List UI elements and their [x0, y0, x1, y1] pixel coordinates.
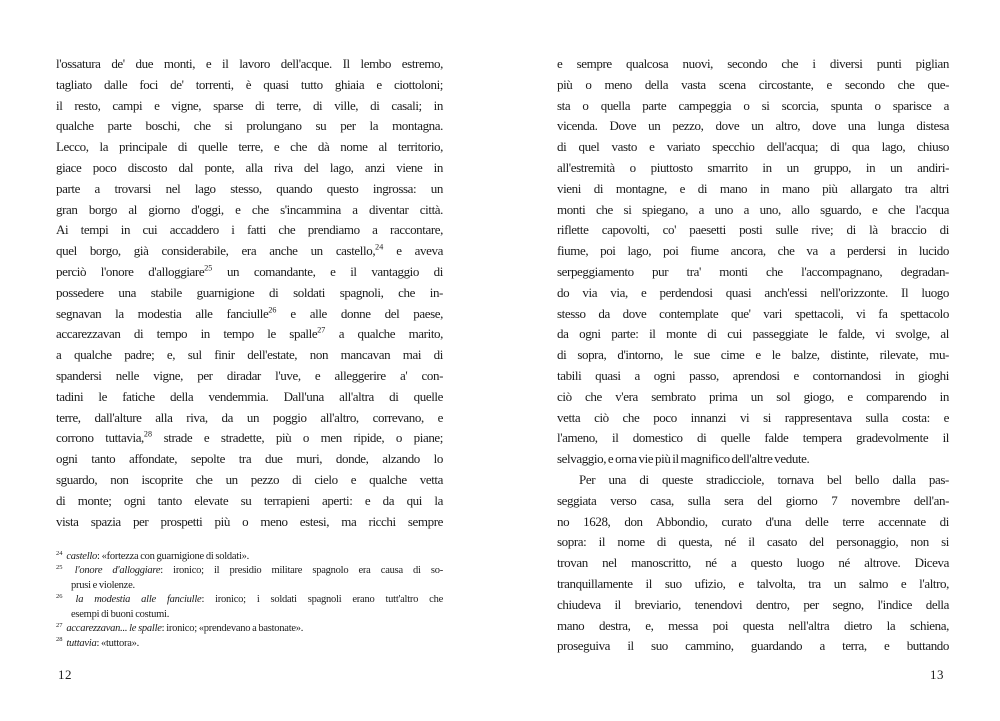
text-line: possedere una stabile guarnigione di soldati spagnoli, che in- [56, 284, 443, 300]
text-line: vetta ciò che poco innanzi vi si rappresentava sulla costa: e [557, 409, 949, 425]
text-line: giace poco discosto dal ponte, alla riva del lago, anzi viene in [56, 159, 443, 175]
text-line: vieni di montagne, e di mano in mano più allargato tra altri [557, 180, 949, 196]
text-line: l'ameno, il domestico di quelle falde tempera gradevolmente il [557, 430, 949, 446]
footnote-number: 24 [56, 549, 63, 557]
footnote [56, 564, 443, 593]
footnote [56, 637, 443, 651]
text-line: trovan nel manoscritto, né a questo luogo né altrove. Diceva [557, 555, 949, 571]
text-line: Per una di queste stradicciole, tornava bel bello dalla pas- [579, 471, 949, 487]
text-line: proseguiva il suo cammino, guardando a terra, e buttando [557, 638, 949, 654]
text-line: terre, dall'alture alla riva, da un poggio all'altro, correvano, e [56, 409, 443, 425]
footnote-continuation-line: esempi di buoni costumi. [71, 608, 170, 620]
text-line: do via via, e perdendosi quasi anch'essi nell'orizzonte. Il luogo [557, 284, 949, 300]
footnote-marker: 28 [143, 430, 152, 440]
text-line: serpeggiamento pur tra' monti che l'accompagnano, degradan- [557, 263, 949, 279]
text-line: corrono tuttavia,$^{28}$ strade e stradette, più o men ripide, o piane; [56, 430, 444, 446]
footnote-number: 25 [56, 563, 63, 571]
text-line: quel borgo, già considerabile, era anche un castello,$^{24}$ e aveva [56, 242, 443, 259]
text-line: perciò l'onore d'alloggiare$^{25}$ un comandante, e il vantaggio di [56, 263, 443, 279]
text-line: gran borgo al giorno d'oggi, e che s'incammina a diventar città. [56, 201, 443, 217]
text-line: parte a trovarsi nel lago stesso, quando questo ingrossa: un [56, 180, 443, 196]
footnote-line: $^{25}$ l'onore d'alloggiare: ironico; il presidio militare spagnolo era causa di so- [56, 563, 443, 577]
footnote-marker: 26 [268, 305, 277, 315]
footnote-line: $^{27}$ accarezzavan... le spalle: ironico; «prendevano a bastonate». [56, 621, 304, 635]
text-line: sguardo, non iscoprite che un pezzo di cielo e qualche vetta [56, 471, 443, 487]
text-line: più o meno della vasta scena circostante, e secondo che que- [557, 76, 949, 92]
text-line: sta o quella parte campeggia o si scorcia, spunta o sparisce a [557, 97, 949, 113]
page-number-left: 12 [58, 667, 72, 682]
text-line: all'estremità o piuttosto smarrito in un gruppo, in un andiri- [557, 159, 949, 175]
text-line: l'ossatura de' due monti, e il lavoro dell'acque. Il lembo estremo, [56, 56, 443, 71]
footnote-number: 26 [56, 592, 63, 600]
text-line: a qualche padre; e, sul finir dell'estate, non mancavan mai di [56, 347, 443, 363]
text-line: spandersi nelle vigne, per diradar l'uve, e alleggerire a' con- [56, 367, 443, 383]
text-line: il resto, campi e vigne, sparse di terre, di ville, di casali; in [56, 97, 443, 113]
text-line: vicenda. Dove un pezzo, dove un altro, dove una lunga distesa [557, 118, 949, 134]
text-line: di sopra, d'intorno, le sue cime e le balze, distinte, rilevate, mu- [557, 347, 949, 363]
footnote-line: $^{26}$ la modestia alle fanciulle: ironico; i soldati spagnoli erano tutt'altro che [56, 592, 443, 606]
text-line: riflette capovolti, co' paesetti posti sulle rive; di là braccio di [557, 222, 949, 238]
text-line: segnavan la modestia alle fanciulle$^{26}$ e alle donne del paese, [56, 305, 443, 321]
footnote-number: 28 [56, 636, 63, 644]
footnote-marker: 27 [317, 326, 326, 336]
text-line: di monte; ogni tanto elevate su terrapieni aperti: e da qui la [56, 492, 443, 508]
text-line: tagliato dalle foci de' torrenti, è quasi tutto ghiaia e ciottoloni; [56, 76, 443, 92]
left-page-body-text [56, 54, 443, 532]
text-line: Lecco, la principale di quelle terre, e che dà nome al territorio, [56, 139, 443, 155]
left-page [56, 0, 443, 721]
text-line: Ai tempi in cui accaddero i fatti che prendiamo a raccontare, [56, 222, 443, 238]
text-line: fiume, poi lago, poi fiume ancora, che va a perdersi in lucido [557, 243, 949, 259]
text-line: e sempre qualcosa nuovi, secondo che i diversi punti piglian [557, 56, 949, 71]
text-line: ogni tanto affondate, sepolte tra due muri, donde, alzando lo [56, 451, 443, 467]
footnote [56, 593, 443, 622]
footnote-line: $^{24}$ castello: «fortezza con guarnigione di soldati». [56, 549, 249, 562]
text-line: selvaggio, e orna vie più il magnifico dell'altre vedute. [557, 451, 810, 467]
text-line: no 1628, don Abbondio, curato d'una delle terre accennate di [557, 513, 949, 529]
text-line: di quel vasto e variato specchio dell'acqua; di qua lago, chiuso [557, 139, 949, 155]
text-line: stesso da dove contemplate que' vari spettacoli, vi fa spettacolo [557, 305, 949, 321]
right-page [557, 0, 949, 721]
right-page-body-text [557, 54, 949, 657]
text-line: tadini le fatiche della vendemmia. Dall'una all'altra di quelle [56, 388, 443, 404]
footnote-number: 27 [56, 621, 63, 629]
text-line: qualche parte boschi, che si prolungano su per la montagna. [56, 118, 443, 134]
text-line: chiudeva il breviario, tenendovi dentro, per segno, l'indice della [557, 596, 949, 612]
text-line: seggiata verso casa, sulla sera del giorno 7 novembre dell'an- [557, 492, 949, 508]
left-page-footnotes [56, 550, 443, 651]
text-line: tabili quasi a ogni passo, aprendosi e contornandosi in gioghi [557, 367, 949, 383]
page-number-right: 13 [930, 667, 944, 682]
text-line: ciò che v'era sembrato prima un sol giogo, e comparendo in [557, 388, 949, 404]
footnote [56, 550, 443, 564]
footnote [56, 622, 443, 636]
footnote-marker: 24 [375, 242, 384, 252]
text-line: tranquillamente il suo ufizio, e talvolta, tra un salmo e l'altro, [557, 575, 949, 591]
footnote-line: $^{28}$ tuttavia: «tuttora». [56, 636, 140, 649]
text-line: mano destra, e, messa poi questa nell'altra dietro la schiena, [557, 617, 949, 633]
text-line: vista spazia per prospetti più o meno estesi, ma ricchi sempre [56, 513, 443, 529]
text-line: sopra: il nome di questa, né il casato del personaggio, non si [557, 534, 949, 550]
text-line: accarezzavan di tempo in tempo le spalle$^{27}$ a qualche marito, [56, 326, 443, 342]
footnote-marker: 25 [204, 263, 213, 273]
text-line: da ogni parte: il monte di cui passeggiate le falde, vi svolge, al [557, 326, 949, 342]
text-line: monti che si spiegano, a uno a uno, allo sguardo, e che l'acqua [557, 201, 949, 217]
footnote-continuation-line: prusi e violenze. [71, 579, 135, 591]
